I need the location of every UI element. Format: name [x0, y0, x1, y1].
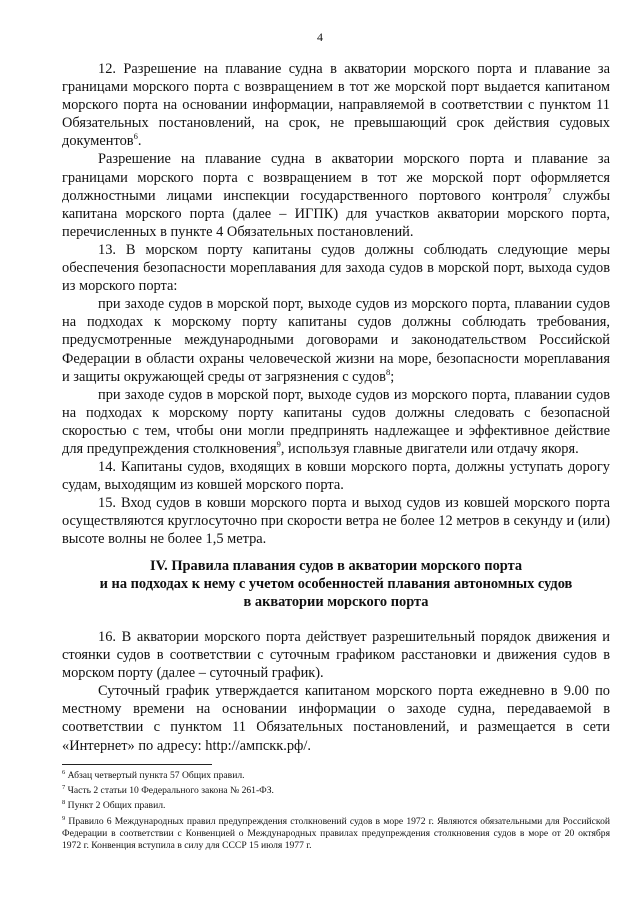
- footnote-ref-9[interactable]: 9: [276, 439, 281, 450]
- section-heading-line-1: IV. Правила плавания судов в акватории морского порта: [149, 558, 523, 574]
- footnote-divider: [62, 764, 212, 765]
- footnote-9: $^9$ Правило 6 Международных правил предупреждения столкновений судов в море 1972 г. Являются обязательными для Российской Федерации в соответствии с Конвенцией о Международных правилах предупреждения столкновения судов в море от 20 октября 1972 г. Конвенция вступила в силу для СССР 15 июля 1977 г.: [62, 814, 610, 852]
- paragraph-13-requirements: при заходе судов в морской порт, выходе судов из морского порта, плавании судов на подходах к морскому порту капитаны судов должны соблюдать требования, предусмотренные международными договорами и законодательством Российской Федерации в области охраны человеческой жизни на море, безопасности мореплавания и защиты окружающей среды от загрязнения с судов$^8$;: [62, 296, 610, 385]
- footnote-8: $^8$ Пункт 2 Общих правил.: [62, 799, 166, 812]
- paragraph-12: 12. Разрешение на плавание судна в акватории морского порта и плавание за границами морского порта с возвращением в тот же морской порт выдается капитаном морского порта на основании информации, направляемой в соответствии с пунктом 11 Обязательных постановлений, на срок, не превышающий срок действия судовых документов$^6$.: [62, 61, 610, 150]
- section-heading-line-3: в акватории морского порта: [243, 594, 429, 611]
- paragraph-16: 16. В акватории морского порта действует разрешительный порядок движения и стоянки судов в соответствии с суточным графиком расстановки и движения судов в морском порту (далее – суточный график).: [62, 629, 610, 682]
- section-heading: [62, 557, 610, 611]
- document-body-bottom: [62, 628, 610, 755]
- paragraph-16-schedule: Суточный график утверждается капитаном морского порта ежедневно в 9.00 по местному времени на основании информации о заходе судна, передаваемой в соответствии с пунктом 11 Обязательных постановлений, и размещается в сети «Интернет» по адресу: http://ампскк.рф/.: [62, 683, 610, 754]
- footnote-7: $^7$ Часть 2 статьи 10 Федерального закона № 261-ФЗ.: [62, 784, 274, 797]
- document-body-top: [62, 60, 610, 549]
- paragraph-14: 14. Капитаны судов, входящих в ковши морского порта, должны уступать дорогу судам, выходящим из ковшей морского порта.: [62, 459, 610, 494]
- footnote-ref-8[interactable]: 8: [385, 366, 391, 377]
- footnote-ref-7[interactable]: 7: [547, 185, 552, 196]
- paragraph-12-permit: Разрешение на плавание судна в акватории морского порта и плавание за границами морского порта с возвращением в тот же морской порт оформляется должностными лицами инспекции государственного портового контроля$^7$ службы капитана морского порта (далее – ИГПК) для участков акватории морского порта, перечисленных в пункте 4 Обязательных постановлений.: [62, 151, 610, 240]
- footnote-ref-6[interactable]: 6: [133, 131, 138, 142]
- page-number: 4: [317, 30, 323, 44]
- paragraph-15: 15. Вход судов в ковши морского порта и выход судов из ковшей морского порта осуществляются круглосуточно при скорости ветра не более 12 метров в секунду и (или) высоте волны не более 1,5 метра.: [62, 495, 610, 548]
- footnote-6: $^6$ Абзац четвертый пункта 57 Общих правил.: [62, 768, 245, 781]
- paragraph-13-safe-speed: при заходе судов в морской порт, выходе судов из морского порта, плавании судов на подходах к морскому порту капитаны судов должны следовать с безопасной скоростью с тем, чтобы они могли предпринять надлежащее и эффективное действие для предупреждения столкновения$^9$, используя главные двигатели или отдачу якоря.: [62, 386, 610, 457]
- section-heading-line-2: и на подходах к нему с учетом особенностей плавания автономных судов: [99, 576, 573, 593]
- footnotes: [62, 770, 610, 855]
- paragraph-13: 13. В морском порту капитаны судов должны соблюдать следующие меры обеспечения безопасности мореплавания для захода судов в морской порт, выхода судов из морского порта:: [62, 241, 610, 295]
